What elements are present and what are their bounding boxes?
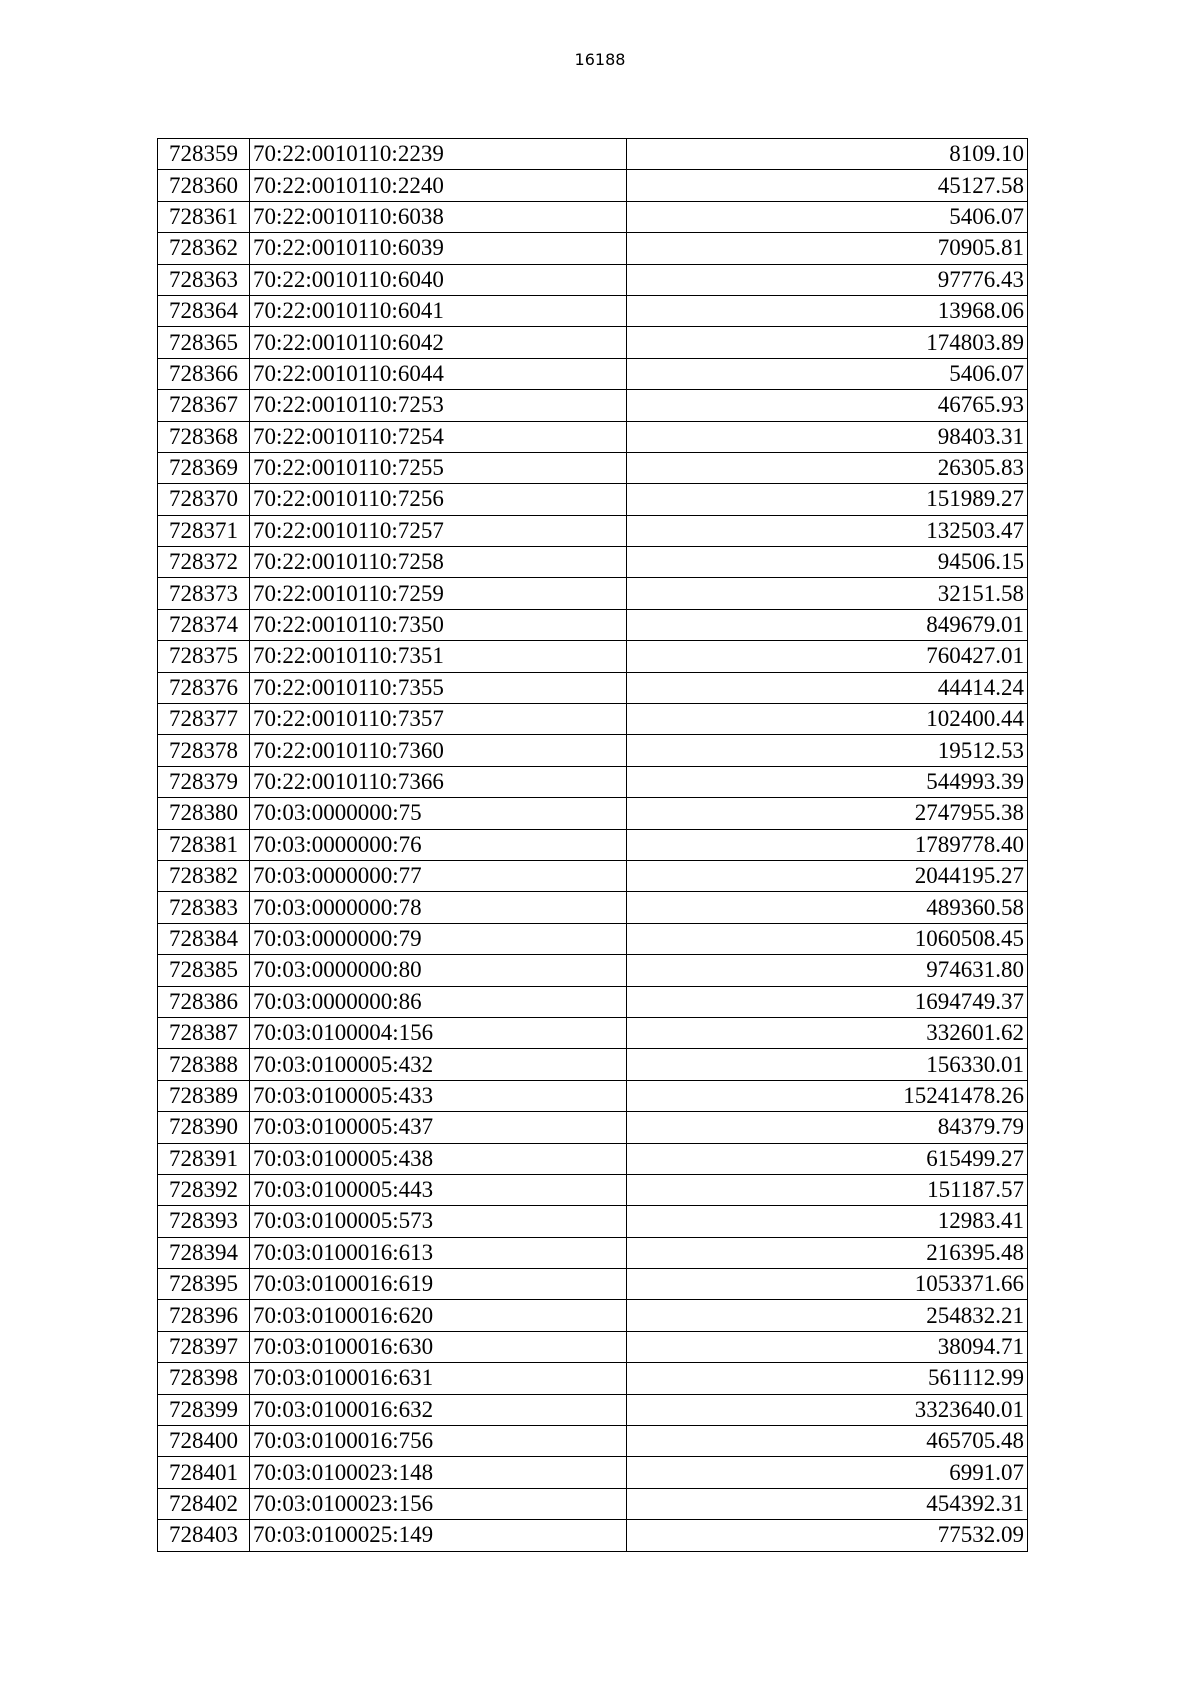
row-number-cell: 728398 [158, 1363, 250, 1394]
cadastral-value-cell: 849679.01 [627, 609, 1028, 640]
table-row [158, 170, 1028, 201]
cadastral-number-cell: 70:03:0100016:630 [250, 1331, 627, 1362]
cadastral-number-cell: 70:03:0100005:433 [250, 1080, 627, 1111]
cadastral-value-cell: 544993.39 [627, 766, 1028, 797]
page-number: 16188 [574, 50, 626, 69]
cadastral-number-cell: 70:22:0010110:7351 [250, 641, 627, 672]
table-row [158, 484, 1028, 515]
cadastral-number-cell: 70:03:0000000:75 [250, 798, 627, 829]
row-number-cell: 728387 [158, 1017, 250, 1048]
cadastral-number-cell: 70:03:0100005:438 [250, 1143, 627, 1174]
table-row [158, 735, 1028, 766]
table-row [158, 829, 1028, 860]
cadastral-value-cell: 489360.58 [627, 892, 1028, 923]
row-number-cell: 728376 [158, 672, 250, 703]
table-row [158, 1206, 1028, 1237]
cadastral-value-cell: 332601.62 [627, 1017, 1028, 1048]
table-row [158, 986, 1028, 1017]
table-row [158, 1174, 1028, 1205]
cadastral-number-cell: 70:22:0010110:7254 [250, 421, 627, 452]
row-number-cell: 728384 [158, 923, 250, 954]
table-row [158, 201, 1028, 232]
cadastral-value-cell: 1053371.66 [627, 1269, 1028, 1300]
cadastral-value-cell: 174803.89 [627, 327, 1028, 358]
cadastral-value-cell: 8109.10 [627, 139, 1028, 170]
cadastral-number-cell: 70:03:0000000:78 [250, 892, 627, 923]
row-number-cell: 728378 [158, 735, 250, 766]
cadastral-value-cell: 44414.24 [627, 672, 1028, 703]
row-number-cell: 728399 [158, 1394, 250, 1425]
cadastral-value-cell: 32151.58 [627, 578, 1028, 609]
cadastral-number-cell: 70:03:0100005:432 [250, 1049, 627, 1080]
cadastral-value-cell: 70905.81 [627, 233, 1028, 264]
cadastral-number-cell: 70:22:0010110:2239 [250, 139, 627, 170]
cadastral-number-cell: 70:03:0100023:156 [250, 1488, 627, 1519]
table-row [158, 1331, 1028, 1362]
row-number-cell: 728364 [158, 295, 250, 326]
cadastral-number-cell: 70:22:0010110:7357 [250, 704, 627, 735]
row-number-cell: 728361 [158, 201, 250, 232]
cadastral-number-cell: 70:22:0010110:2240 [250, 170, 627, 201]
cadastral-value-cell: 151989.27 [627, 484, 1028, 515]
cadastral-value-cell: 2044195.27 [627, 860, 1028, 891]
cadastral-number-cell: 70:03:0000000:79 [250, 923, 627, 954]
cadastral-number-cell: 70:22:0010110:7253 [250, 390, 627, 421]
cadastral-value-cell: 94506.15 [627, 547, 1028, 578]
table-row [158, 641, 1028, 672]
cadastral-number-cell: 70:22:0010110:6040 [250, 264, 627, 295]
row-number-cell: 728395 [158, 1269, 250, 1300]
row-number-cell: 728375 [158, 641, 250, 672]
cadastral-number-cell: 70:03:0100005:437 [250, 1112, 627, 1143]
cadastral-number-cell: 70:03:0100005:573 [250, 1206, 627, 1237]
row-number-cell: 728385 [158, 955, 250, 986]
row-number-cell: 728392 [158, 1174, 250, 1205]
cadastral-number-cell: 70:22:0010110:7255 [250, 452, 627, 483]
row-number-cell: 728369 [158, 452, 250, 483]
table-row [158, 704, 1028, 735]
cadastral-number-cell: 70:22:0010110:7355 [250, 672, 627, 703]
row-number-cell: 728370 [158, 484, 250, 515]
cadastral-number-cell: 70:03:0000000:86 [250, 986, 627, 1017]
cadastral-value-cell: 132503.47 [627, 515, 1028, 546]
cadastral-value-cell: 216395.48 [627, 1237, 1028, 1268]
cadastral-value-cell: 151187.57 [627, 1174, 1028, 1205]
table-row [158, 421, 1028, 452]
cadastral-value-cell: 98403.31 [627, 421, 1028, 452]
cadastral-value-cell: 760427.01 [627, 641, 1028, 672]
cadastral-number-cell: 70:03:0000000:76 [250, 829, 627, 860]
cadastral-value-cell: 19512.53 [627, 735, 1028, 766]
row-number-cell: 728400 [158, 1426, 250, 1457]
table-row [158, 1237, 1028, 1268]
cadastral-value-cell: 12983.41 [627, 1206, 1028, 1237]
cadastral-number-cell: 70:22:0010110:7360 [250, 735, 627, 766]
cadastral-number-cell: 70:03:0100016:632 [250, 1394, 627, 1425]
cadastral-value-cell: 15241478.26 [627, 1080, 1028, 1111]
cadastral-number-cell: 70:22:0010110:7366 [250, 766, 627, 797]
row-number-cell: 728394 [158, 1237, 250, 1268]
cadastral-value-cell: 156330.01 [627, 1049, 1028, 1080]
table-row [158, 860, 1028, 891]
cadastral-value-cell: 1789778.40 [627, 829, 1028, 860]
table-row [158, 1017, 1028, 1048]
row-number-cell: 728403 [158, 1520, 250, 1551]
cadastral-number-cell: 70:03:0100016:619 [250, 1269, 627, 1300]
cadastral-value-cell: 1060508.45 [627, 923, 1028, 954]
table-row [158, 955, 1028, 986]
cadastral-number-cell: 70:03:0100016:613 [250, 1237, 627, 1268]
row-number-cell: 728389 [158, 1080, 250, 1111]
cadastral-value-cell: 13968.06 [627, 295, 1028, 326]
cadastral-value-table [157, 138, 1028, 1552]
cadastral-number-cell: 70:03:0100005:443 [250, 1174, 627, 1205]
cadastral-value-cell: 615499.27 [627, 1143, 1028, 1174]
table-row [158, 766, 1028, 797]
table-row [158, 452, 1028, 483]
cadastral-number-cell: 70:03:0100016:620 [250, 1300, 627, 1331]
cadastral-value-cell: 254832.21 [627, 1300, 1028, 1331]
cadastral-number-cell: 70:03:0100023:148 [250, 1457, 627, 1488]
cadastral-value-cell: 46765.93 [627, 390, 1028, 421]
cadastral-number-cell: 70:22:0010110:6041 [250, 295, 627, 326]
row-number-cell: 728382 [158, 860, 250, 891]
cadastral-value-cell: 974631.80 [627, 955, 1028, 986]
cadastral-number-cell: 70:22:0010110:6044 [250, 358, 627, 389]
table-body [158, 139, 1028, 1552]
table-row [158, 264, 1028, 295]
row-number-cell: 728379 [158, 766, 250, 797]
row-number-cell: 728368 [158, 421, 250, 452]
row-number-cell: 728402 [158, 1488, 250, 1519]
row-number-cell: 728362 [158, 233, 250, 264]
cadastral-number-cell: 70:03:0000000:77 [250, 860, 627, 891]
table-row [158, 923, 1028, 954]
table-row [158, 1363, 1028, 1394]
cadastral-value-cell: 2747955.38 [627, 798, 1028, 829]
cadastral-number-cell: 70:22:0010110:7256 [250, 484, 627, 515]
row-number-cell: 728393 [158, 1206, 250, 1237]
table-row [158, 798, 1028, 829]
table-row [158, 672, 1028, 703]
cadastral-number-cell: 70:22:0010110:6042 [250, 327, 627, 358]
row-number-cell: 728397 [158, 1331, 250, 1362]
row-number-cell: 728360 [158, 170, 250, 201]
cadastral-value-cell: 454392.31 [627, 1488, 1028, 1519]
row-number-cell: 728396 [158, 1300, 250, 1331]
row-number-cell: 728381 [158, 829, 250, 860]
row-number-cell: 728371 [158, 515, 250, 546]
cadastral-number-cell: 70:22:0010110:7350 [250, 609, 627, 640]
cadastral-value-cell: 3323640.01 [627, 1394, 1028, 1425]
table-row [158, 295, 1028, 326]
table-row [158, 1488, 1028, 1519]
table-row [158, 1080, 1028, 1111]
table-row [158, 515, 1028, 546]
cadastral-number-cell: 70:03:0100004:156 [250, 1017, 627, 1048]
table-row [158, 1457, 1028, 1488]
table-row [158, 892, 1028, 923]
row-number-cell: 728386 [158, 986, 250, 1017]
cadastral-number-cell: 70:22:0010110:6038 [250, 201, 627, 232]
row-number-cell: 728380 [158, 798, 250, 829]
table-row [158, 233, 1028, 264]
cadastral-number-cell: 70:03:0000000:80 [250, 955, 627, 986]
cadastral-value-cell: 6991.07 [627, 1457, 1028, 1488]
cadastral-value-cell: 465705.48 [627, 1426, 1028, 1457]
row-number-cell: 728374 [158, 609, 250, 640]
cadastral-value-cell: 97776.43 [627, 264, 1028, 295]
row-number-cell: 728390 [158, 1112, 250, 1143]
cadastral-value-cell: 38094.71 [627, 1331, 1028, 1362]
cadastral-value-cell: 77532.09 [627, 1520, 1028, 1551]
row-number-cell: 728373 [158, 578, 250, 609]
row-number-cell: 728363 [158, 264, 250, 295]
table-row [158, 1394, 1028, 1425]
table-row [158, 1300, 1028, 1331]
table-row [158, 139, 1028, 170]
row-number-cell: 728359 [158, 139, 250, 170]
table-row [158, 547, 1028, 578]
row-number-cell: 728365 [158, 327, 250, 358]
cadastral-value-cell: 84379.79 [627, 1112, 1028, 1143]
row-number-cell: 728367 [158, 390, 250, 421]
cadastral-number-cell: 70:22:0010110:7259 [250, 578, 627, 609]
table-row [158, 578, 1028, 609]
row-number-cell: 728377 [158, 704, 250, 735]
cadastral-number-cell: 70:22:0010110:7257 [250, 515, 627, 546]
table-row [158, 1520, 1028, 1551]
cadastral-value-cell: 102400.44 [627, 704, 1028, 735]
cadastral-number-cell: 70:03:0100016:756 [250, 1426, 627, 1457]
table-row [158, 327, 1028, 358]
cadastral-number-cell: 70:22:0010110:6039 [250, 233, 627, 264]
cadastral-value-cell: 1694749.37 [627, 986, 1028, 1017]
table-row [158, 390, 1028, 421]
row-number-cell: 728391 [158, 1143, 250, 1174]
table-row [158, 358, 1028, 389]
row-number-cell: 728366 [158, 358, 250, 389]
cadastral-value-cell: 26305.83 [627, 452, 1028, 483]
row-number-cell: 728383 [158, 892, 250, 923]
table-row [158, 1269, 1028, 1300]
cadastral-number-cell: 70:03:0100016:631 [250, 1363, 627, 1394]
cadastral-value-cell: 561112.99 [627, 1363, 1028, 1394]
row-number-cell: 728401 [158, 1457, 250, 1488]
cadastral-value-cell: 45127.58 [627, 170, 1028, 201]
table-row [158, 1143, 1028, 1174]
table-row [158, 609, 1028, 640]
row-number-cell: 728388 [158, 1049, 250, 1080]
cadastral-value-cell: 5406.07 [627, 358, 1028, 389]
cadastral-value-cell: 5406.07 [627, 201, 1028, 232]
cadastral-number-cell: 70:22:0010110:7258 [250, 547, 627, 578]
table-row [158, 1426, 1028, 1457]
table-row [158, 1112, 1028, 1143]
row-number-cell: 728372 [158, 547, 250, 578]
table-row [158, 1049, 1028, 1080]
cadastral-number-cell: 70:03:0100025:149 [250, 1520, 627, 1551]
